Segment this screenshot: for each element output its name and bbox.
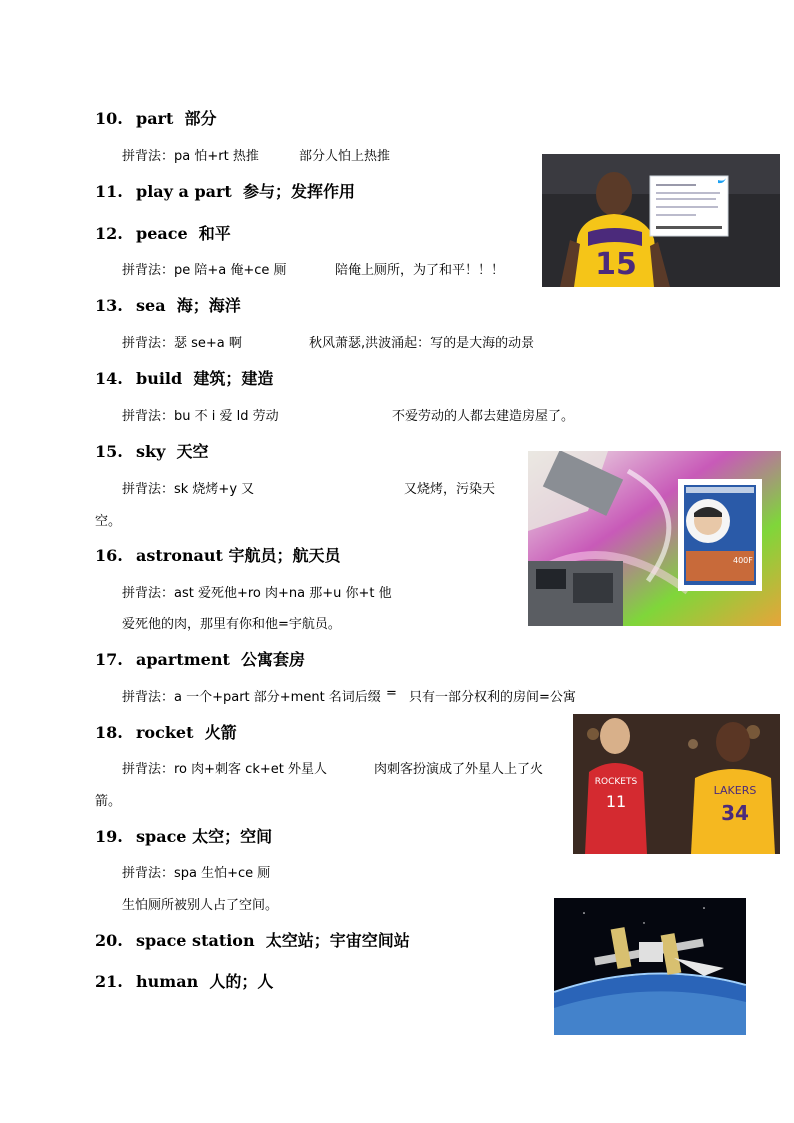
svg-text:LAKERS: LAKERS bbox=[713, 784, 757, 797]
entry-heading bbox=[95, 824, 272, 847]
svg-text:34: 34 bbox=[721, 801, 749, 825]
memory-sentence: 又烧烤，污染天 bbox=[404, 482, 496, 497]
memory-tip: 拼背法：ast 爱死他+ro 肉+na 那+u 你+t 他 bbox=[122, 586, 392, 601]
entry-meaning: 宇航员；航天员 bbox=[228, 546, 341, 565]
entry-word: peace bbox=[136, 224, 188, 243]
entry-number: 18. bbox=[95, 723, 123, 742]
memory-sentence-cont: 箭。 bbox=[95, 794, 122, 809]
memory-sentence-cont: 空。 bbox=[95, 514, 122, 529]
basketball-player-photo bbox=[542, 154, 780, 287]
svg-text:11: 11 bbox=[605, 792, 627, 811]
entry-number: 15. bbox=[95, 442, 123, 461]
entry-meaning: 火箭 bbox=[204, 723, 237, 742]
memory-tip: 拼背法：pa 怕+rt 热推 bbox=[122, 149, 259, 164]
entry-heading bbox=[95, 221, 231, 244]
entry-number: 12. bbox=[95, 224, 123, 243]
entry-meaning: 公寓套房 bbox=[241, 650, 306, 669]
entry-word: human bbox=[136, 972, 199, 991]
entry-meaning: 天空 bbox=[176, 442, 209, 461]
entry-heading bbox=[95, 969, 273, 992]
entry-word: space station bbox=[136, 931, 255, 950]
entry-number: 21. bbox=[95, 972, 123, 991]
memory-tip: 拼背法：瑟 se+a 啊 bbox=[122, 336, 242, 351]
memory-tip: 拼背法：sk 烧烤+y 又 bbox=[122, 482, 255, 497]
entry-number: 20. bbox=[95, 931, 123, 950]
entry-meaning: 部分 bbox=[184, 109, 217, 128]
entry-word: part bbox=[136, 109, 174, 128]
svg-text:ROCKETS: ROCKETS bbox=[594, 777, 638, 787]
entry-meaning: 建筑；建造 bbox=[193, 369, 274, 388]
entry-heading bbox=[95, 366, 273, 389]
entry-number: 11. bbox=[95, 182, 123, 201]
memory-tip: 拼背法：pe 陪+a 俺+ce 厕 bbox=[122, 263, 287, 278]
entry-heading bbox=[95, 543, 340, 566]
entry-word: space bbox=[136, 827, 187, 846]
entry-heading bbox=[95, 179, 355, 202]
memory-tip: 拼背法：bu 不 i 爱 ld 劳动 bbox=[122, 409, 279, 424]
memory-sentence: 不爱劳动的人都去建造房屋了。 bbox=[392, 409, 575, 424]
memory-sentence: 秋风萧瑟,洪波涌起：写的是大海的动景 bbox=[309, 336, 535, 351]
entry-meaning: 太空站；宇宙空间站 bbox=[265, 931, 410, 950]
entry-heading bbox=[95, 293, 241, 316]
entry-number: 16. bbox=[95, 546, 123, 565]
entry-word: rocket bbox=[136, 723, 194, 742]
memory-sentence: 部分人怕上热推 bbox=[299, 149, 391, 164]
svg-text:400F: 400F bbox=[733, 556, 753, 565]
basketball-players-photo bbox=[573, 714, 780, 854]
entry-heading bbox=[95, 928, 410, 951]
space-station-photo bbox=[554, 898, 746, 1035]
memory-tip: 拼背法：spa 生怕+ce 厕 bbox=[122, 866, 271, 881]
entry-number: 17. bbox=[95, 650, 123, 669]
entry-heading bbox=[95, 439, 209, 462]
memory-sentence: 生怕厕所被别人占了空间。 bbox=[122, 898, 279, 913]
astronaut-stamp-image bbox=[528, 451, 781, 626]
entry-meaning: 人的；人 bbox=[209, 972, 274, 991]
memory-sentence: 陪俺上厕所，为了和平！！！ bbox=[335, 263, 505, 278]
entry-number: 14. bbox=[95, 369, 123, 388]
entry-number: 10. bbox=[95, 109, 123, 128]
entry-word: apartment bbox=[136, 650, 230, 669]
memory-tip: 拼背法：a 一个+part 部分+ment 名词后缀 bbox=[122, 690, 381, 705]
memory-sentence: 爱死他的肉，那里有你和他=宇航员。 bbox=[122, 617, 341, 632]
entry-number: 19. bbox=[95, 827, 123, 846]
entry-meaning: 和平 bbox=[198, 224, 231, 243]
svg-text:15: 15 bbox=[595, 247, 637, 282]
entry-heading bbox=[95, 720, 237, 743]
memory-tip: 拼背法：ro 肉+刺客 ck+et 外星人 bbox=[122, 762, 327, 777]
equals-sign: = bbox=[386, 686, 397, 701]
entry-word: astronaut bbox=[136, 546, 223, 565]
entry-word: build bbox=[136, 369, 183, 388]
entry-number: 13. bbox=[95, 296, 123, 315]
entry-word: play a part bbox=[136, 182, 232, 201]
entry-meaning: 参与；发挥作用 bbox=[242, 182, 355, 201]
entry-word: sea bbox=[136, 296, 166, 315]
entry-meaning: 太空；空间 bbox=[192, 827, 273, 846]
entry-heading bbox=[95, 106, 217, 129]
memory-sentence: 只有一部分权利的房间=公寓 bbox=[409, 690, 576, 705]
memory-sentence: 肉刺客扮演成了外星人上了火 bbox=[374, 762, 544, 777]
entry-meaning: 海；海洋 bbox=[176, 296, 241, 315]
entry-heading bbox=[95, 647, 305, 670]
entry-word: sky bbox=[136, 442, 166, 461]
